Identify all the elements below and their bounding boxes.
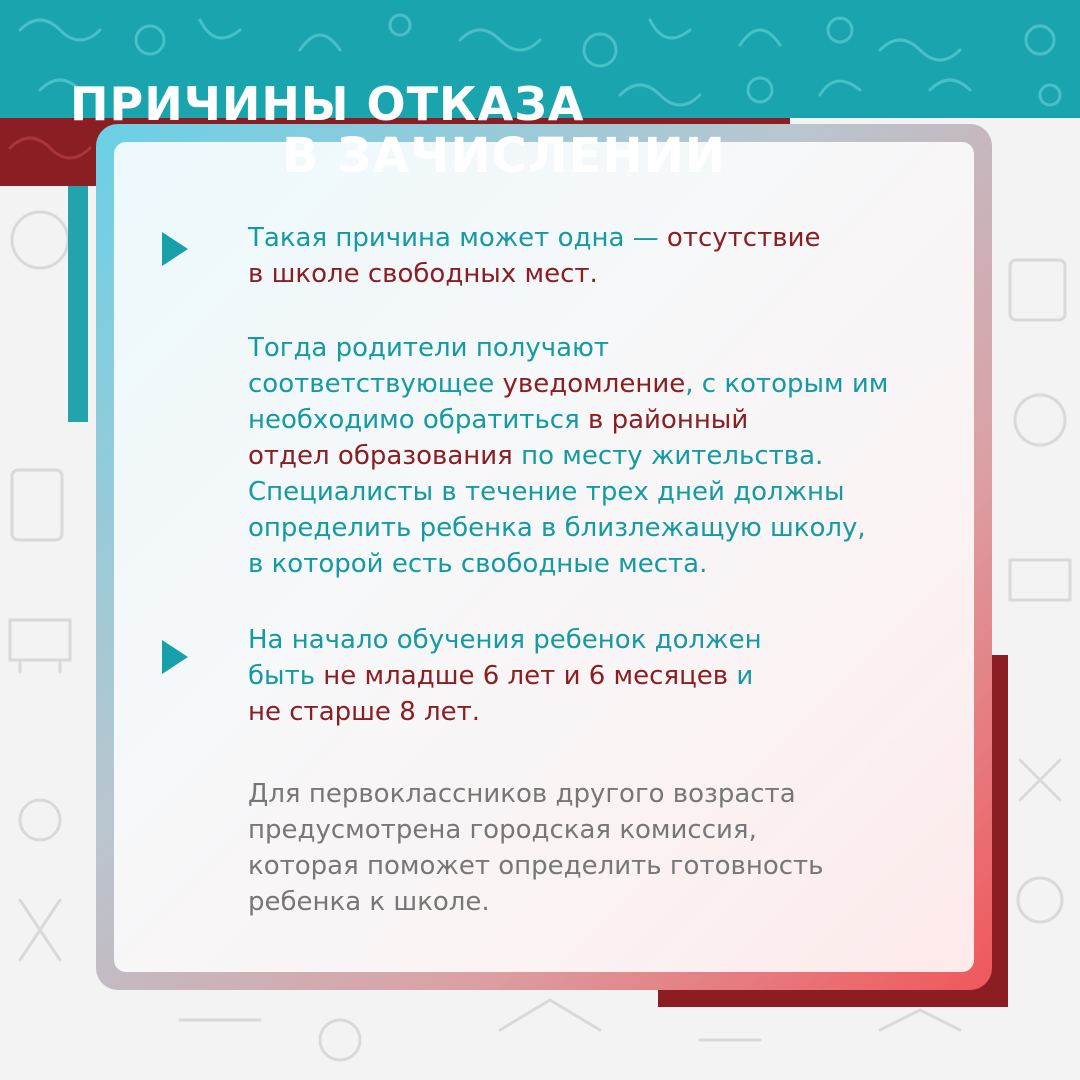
page-title-line-1: ПРИЧИНЫ ОТКАЗА	[70, 77, 585, 131]
text-run: ребенка к школе.	[248, 887, 490, 917]
text-line	[248, 330, 888, 366]
text-line	[248, 812, 824, 848]
text-line	[248, 438, 888, 474]
text-line	[248, 848, 824, 884]
play-arrow-icon	[162, 232, 188, 266]
paragraph-commission	[248, 776, 824, 920]
text-line	[248, 366, 888, 402]
text-run: в районный	[587, 405, 749, 435]
text-run: предусмотрена городская комиссия,	[248, 815, 757, 845]
text-run: в школе свободных мест.	[248, 259, 598, 289]
text-line	[248, 510, 888, 546]
text-run: , с которым им	[685, 369, 889, 399]
text-run: которая поможет определить готовность	[248, 851, 824, 881]
page-title-line-2: В ЗАЧИСЛЕНИИ	[282, 128, 726, 184]
paragraph-reason	[248, 220, 820, 292]
text-run: по месту жительства.	[521, 441, 824, 471]
text-line	[248, 776, 824, 812]
text-run: Такая причина может одна —	[248, 223, 667, 253]
text-run: уведомление	[502, 369, 686, 399]
text-run: отсутствие	[666, 223, 821, 253]
decorative-teal-bar	[68, 186, 88, 422]
text-line	[248, 220, 820, 256]
text-line	[248, 402, 888, 438]
text-run: соответствующее	[248, 369, 503, 399]
text-run: и	[728, 661, 754, 691]
text-line	[248, 658, 762, 694]
text-run: определить ребенка в близлежащую школу,	[248, 513, 866, 543]
text-run: Специалисты в течение трех дней должны	[248, 477, 845, 507]
text-line	[248, 256, 820, 292]
text-line	[248, 694, 762, 730]
text-line	[248, 622, 762, 658]
paragraph-notification	[248, 330, 888, 582]
play-arrow-icon	[162, 640, 188, 674]
text-line	[248, 474, 888, 510]
text-line	[248, 884, 824, 920]
text-run: необходимо обратиться	[248, 405, 588, 435]
text-run: не старше 8 лет.	[248, 697, 481, 727]
text-run: На начало обучения ребенок должен	[248, 625, 762, 655]
text-line	[248, 546, 888, 582]
text-run: Тогда родители получают	[248, 333, 610, 363]
text-run: Для первоклассников другого возраста	[248, 779, 796, 809]
text-run: быть	[248, 661, 324, 691]
text-run: отдел образования	[248, 441, 522, 471]
text-run: в которой есть свободные места.	[248, 549, 708, 579]
paragraph-age	[248, 622, 762, 730]
text-run: не младше 6 лет и 6 месяцев	[323, 661, 729, 691]
